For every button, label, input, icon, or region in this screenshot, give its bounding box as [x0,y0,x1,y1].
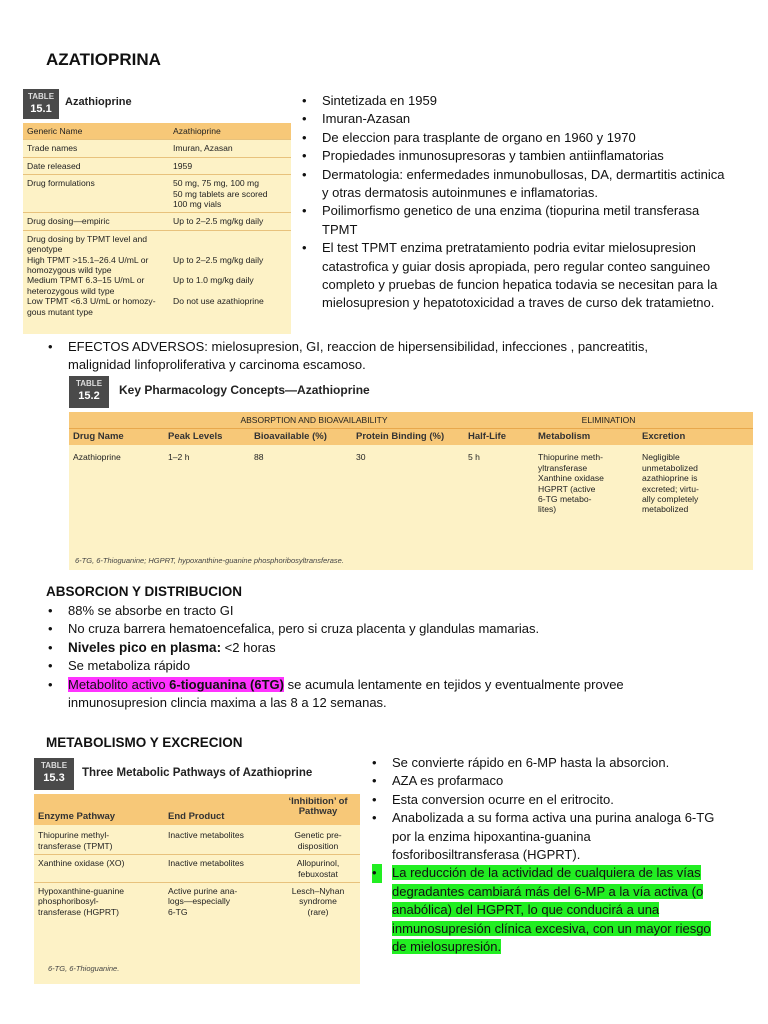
table-cell: 1959 [173,160,193,171]
column-header: Generic Name [27,126,83,136]
page-title: AZATIOPRINA [46,50,161,69]
list-item: • Dermatologia: enfermedades inmunobullosas, DA, dermartitis actinica y otras dermatosis autoinmunes e inflamatorias. [302,166,725,201]
table-cell: Up to 2–2.5 mg/kg daily [173,216,264,227]
column-header: Metabolism [538,431,591,442]
list-item: • Se convierte rápido en 6-MP hasta la absorcion. [372,755,670,770]
table-title: Three Metabolic Pathways of Azathioprine [82,767,313,779]
table-cell: 1–2 h [168,452,190,463]
table-15-3 [34,758,360,984]
table-cell: Drug formulations [27,178,95,189]
table-15-1 [23,89,291,334]
list-item: • Propiedades inmunosupresoras y tambien antiinflamatorias [302,148,664,164]
column-header: ‘Inhibition’ of Pathway [288,796,348,818]
table-cell: Drug dosing—empiric [27,216,110,227]
list-item: • Sintetizada en 1959 [302,93,437,108]
metabolism-heading: METABOLISMO Y EXCRECION [46,735,243,750]
table-footnote: 6-TG, 6-Thioguanine. [48,964,120,973]
table-cell: Azathioprine [73,452,121,463]
table-15-2 [69,376,753,570]
table-cell: 88 [254,452,264,463]
column-header: Excretion [642,431,686,442]
table-cell: 30 [356,452,366,463]
absorption-bullet-list [46,602,726,712]
list-item: • Esta conversion ocurre en el eritrocito. [372,791,614,807]
list-item: • 88% se absorbe en tracto GI [48,603,234,618]
table-tag: TABLE 15.1 [23,89,59,119]
table-cell: Allopurinol, febuxostat [296,858,340,879]
table-cell: Negligible unmetabolized azathioprine is excreted; virtu- ally completely metabolized [642,452,699,515]
list-item: • Imuran-Azasan [302,111,411,127]
group-header: ABSORPTION AND BIOAVAILABILITY [240,415,388,425]
column-header: Drug Name [73,431,124,442]
metabolism-bullet-list [370,754,720,956]
list-item: • La reducción de la actividad de cualquiera de las vías degradantes cambiará más del 6-MP a la vía activa (o anabólica) del HGPRT, lo que conducirá a una inmunosupresión clínica excesiva, con un mayor riesgo de mielosupresión. [372,865,711,955]
list-item: • EFECTOS ADVERSOS: mielosupresion, GI, reaccion de hipersensibilidad, infecciones , pancreatitis, malignidad linfoproliferativa y carcinoma escamoso. [48,339,648,373]
column-header: Bioavailable (%) [254,431,327,442]
intro-bullet-list [300,92,725,313]
column-header: Protein Binding (%) [356,431,445,442]
table-title: Key Pharmacology Concepts—Azathioprine [119,383,370,397]
list-item: • Poilimorfismo genetico de una enzima (tiopurina metil transferasa TPMT [302,203,700,237]
column-header: Half-Life [468,431,506,442]
list-item: • Se metaboliza rápido [48,658,191,674]
table-cell: Inactive metabolites [168,858,244,869]
column-header: Enzyme Pathway [38,811,116,822]
list-item: • AZA es profarmaco [372,773,504,789]
table-tag: TABLE 15.2 [69,376,109,408]
table-cell: Xanthine oxidase (XO) [38,858,125,869]
table-cell: Thiopurine methyl- transferase (TPMT) [38,830,113,851]
table-title: Azathioprine [65,96,132,108]
table-cell: Inactive metabolites [168,830,244,841]
list-item: • Anabolizada a su forma activa una purina analoga 6-TG por la enzima hipoxantina-guanina fosforibosiltransferasa (HGPRT). [372,810,715,863]
table-cell: Thiopurine meth- yltransferase Xanthine oxidase HGPRT (active 6-TG metabo- lites) [538,452,604,515]
column-header: Peak Levels [168,431,223,442]
table-cell: Up to 2–2.5 mg/kg daily Up to 1.0 mg/kg daily Do not use azathioprine [173,254,264,307]
absorption-heading: ABSORCION Y DISTRIBUCION [46,584,243,599]
adverse-effects-list [46,338,706,375]
group-header: ELIMINATION [581,415,636,425]
table-cell: Active purine ana- logs—especially 6-TG [168,886,238,917]
table-cell: Genetic pre- disposition [294,830,342,851]
table-cell: Date released [27,160,81,171]
table-cell: Lesch–Nyhan syndrome (rare) [291,886,345,917]
list-item: • De eleccion para trasplante de organo en 1960 y 1970 [302,129,636,145]
column-header: Azathioprine [173,126,221,136]
table-cell: Imuran, Azasan [173,143,233,154]
list-item: • Metabolito activo 6-tioguanina (6TG) se acumula lentamente en tejidos y eventualmente provee inmunosupresion clincia maxima a las 8 a 12 semanas. [48,676,624,711]
column-header: End Product [168,811,225,822]
table-cell: Hypoxanthine-guanine phosphoribosyl- transferase (HGPRT) [38,886,125,917]
table-footnote: 6-TG, 6-Thioguanine; HGPRT, hypoxanthine-guanine phosphoribosyltransferase. [75,556,344,565]
table-tag: TABLE 15.3 [34,758,74,790]
list-item: • No cruza barrera hematoencefalica, pero si cruza placenta y glandulas mamarias. [48,621,540,637]
list-item: • El test TPMT enzima pretratamiento podria evitar mielosupresion catastrofica y guiar dosis apropiada, pero regular conteo sanguineo completo y pruebas de funcion hepatica todavia se necesitan para la mielosupresion y hepatotoxicidad a traves de curso dek tratamietno. [302,240,718,311]
table-cell: Trade names [27,143,78,154]
table-cell: 50 mg, 75 mg, 100 mg 50 mg tablets are scored 100 mg vials [173,178,268,210]
table-cell: Drug dosing by TPMT level and genotype High TPMT >15.1–26.4 U/mL or homozygous wild type Medium TPMT 6.3–15 U/mL or heterozygous wild type Low TPMT <6.3 U/mL or homozy- gous mutant type [27,233,156,317]
table-cell: 5 h [468,452,480,463]
list-item: • Niveles pico en plasma: <2 horas [48,639,276,655]
